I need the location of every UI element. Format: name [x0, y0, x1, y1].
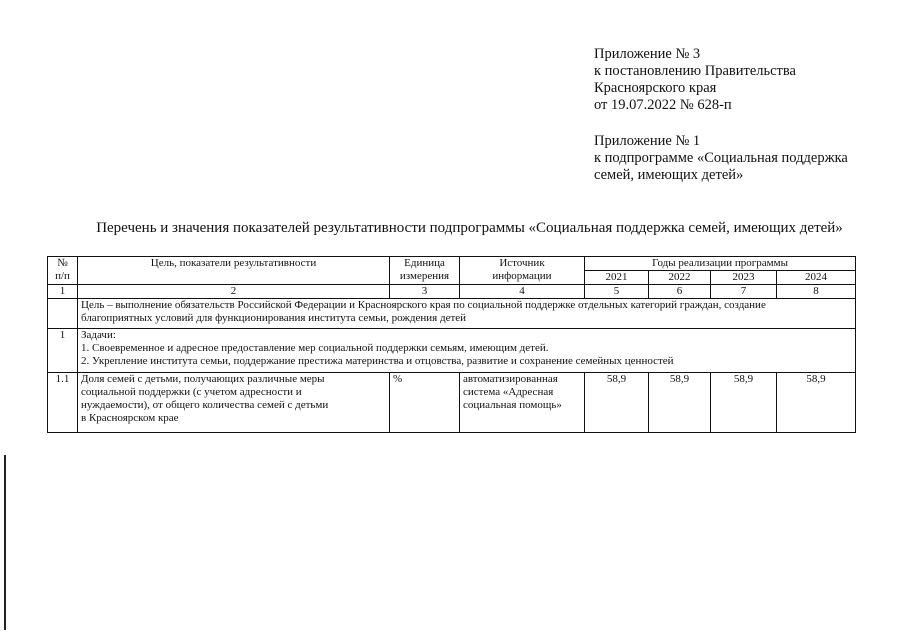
- header-row: [48, 257, 856, 271]
- header-years-label: Годы реализации программы: [585, 257, 856, 271]
- indicators-table: [47, 256, 856, 433]
- indicator-name: Доля семей с детьми, получающих различные меры социальной поддержки (с учетом адресности и нуждаемости), от общего количества семей с детьми в Красноярском крае: [78, 373, 390, 433]
- column-number: 8: [777, 285, 856, 299]
- indicator-row: [48, 373, 856, 433]
- column-number: 3: [390, 285, 460, 299]
- indicator-value-2021: 58,9: [585, 373, 649, 433]
- indicator-value-2023: 58,9: [711, 373, 777, 433]
- tasks-line: 1. Своевременное и адресное предоставление мер социальной поддержки семьям, имеющим детей.: [81, 342, 549, 354]
- appendix-3-header: [594, 46, 884, 114]
- header-year: 2023: [711, 271, 777, 285]
- document-title: Перечень и значения показателей результативности подпрограммы «Социальная поддержка семей, имеющих детей»: [96, 220, 843, 236]
- scan-edge-line: [4, 455, 6, 630]
- column-number: 1: [48, 285, 78, 299]
- indicator-num: 1.1: [48, 373, 78, 433]
- indicator-value-2022: 58,9: [649, 373, 711, 433]
- indicator-source: автоматизированная система «Адресная социальная помощь»: [460, 373, 585, 433]
- tasks-row: [48, 329, 856, 373]
- appendix-1-line: Приложение № 1: [594, 133, 701, 149]
- appendix-1-line: к подпрограмме «Социальная поддержка: [594, 150, 848, 166]
- column-number: 4: [460, 285, 585, 299]
- goal-cell: [78, 299, 856, 329]
- tasks-cell: [78, 329, 856, 373]
- indicator-unit: %: [390, 373, 460, 433]
- header-unit: Единица измерения: [390, 257, 460, 285]
- tasks-line: Задачи:: [81, 329, 116, 341]
- column-number-row: [48, 285, 856, 299]
- column-number: 5: [585, 285, 649, 299]
- header-goal: Цель, показатели результативности: [78, 257, 390, 285]
- header-source: Источник информации: [460, 257, 585, 285]
- appendix-3-line: к постановлению Правительства: [594, 63, 796, 79]
- goal-num-cell: [48, 299, 78, 329]
- appendix-3-line: Красноярского края: [594, 80, 717, 96]
- tasks-num: 1: [48, 329, 78, 373]
- header-year: 2024: [777, 271, 856, 285]
- column-number: 2: [78, 285, 390, 299]
- indicator-value-2024: 58,9: [777, 373, 856, 433]
- header-year: 2022: [649, 271, 711, 285]
- goal-line: благоприятных условий для функционирования института семьи, рождения детей: [81, 312, 467, 324]
- tasks-line: 2. Укрепление института семьи, поддержание престижа материнства и отцовства, развитие и сохранение семейных ценностей: [81, 355, 674, 367]
- appendix-3-line: Приложение № 3: [594, 46, 701, 62]
- header-year: 2021: [585, 271, 649, 285]
- appendix-3-line: от 19.07.2022 № 628-п: [594, 97, 732, 113]
- goal-row: [48, 299, 856, 329]
- column-number: 6: [649, 285, 711, 299]
- header-num: № п/п: [48, 257, 78, 285]
- column-number: 7: [711, 285, 777, 299]
- appendix-1-header: [594, 133, 884, 184]
- goal-line: Цель – выполнение обязательств Российской Федерации и Красноярского края по социальной поддержке отдельных категорий граждан, создание: [81, 299, 766, 311]
- appendix-1-line: семей, имеющих детей»: [594, 167, 744, 183]
